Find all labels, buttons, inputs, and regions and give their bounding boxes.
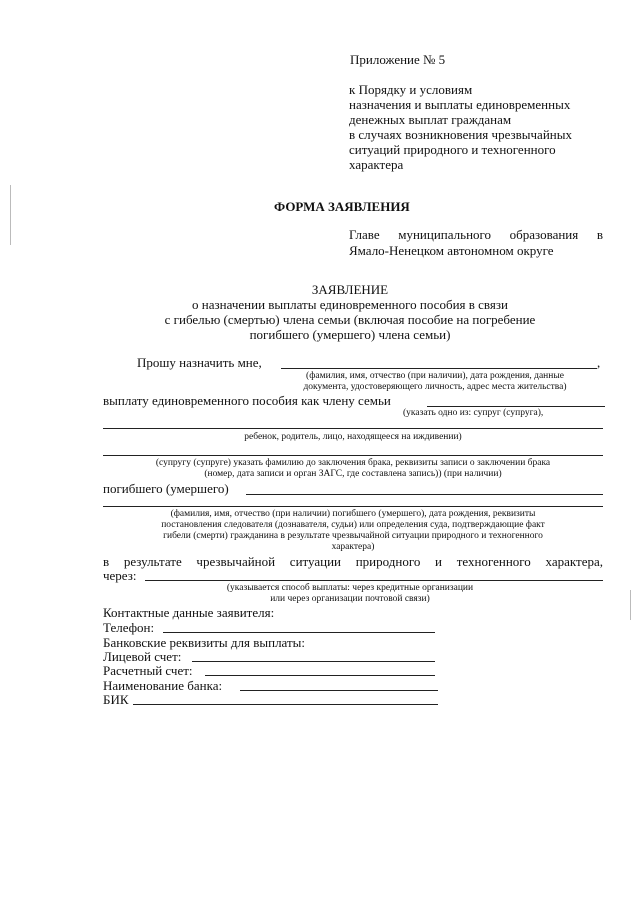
appendix-number: Приложение № 5 [350, 52, 446, 67]
hint-deceased: постановления следователя (дознавателя, судьи) или определения суда, подтверждающие факт [161, 520, 545, 530]
appendix-line: денежных выплат гражданам [349, 112, 512, 127]
bank-details-title: Банковские реквизиты для выплаты: [103, 635, 306, 650]
statement-title: ЗАЯВЛЕНИЕ [311, 282, 389, 297]
addressee-line: Ямало-Ненецком автономном округе [349, 243, 554, 258]
payment-method-field[interactable] [145, 580, 603, 581]
settlement-account-label: Расчетный счет: [103, 663, 193, 678]
via-label: через: [103, 568, 137, 583]
appendix-line: в случаях возникновения чрезвычайных [349, 127, 572, 142]
appendix-line: ситуаций природного и техногенного [349, 142, 556, 157]
hint-relation: (указать одно из: супруг (супруга), [403, 408, 544, 418]
request-comma: , [597, 355, 601, 370]
scan-edge-mark [10, 185, 11, 245]
bik-label: БИК [103, 692, 129, 707]
relation-field-continued[interactable] [103, 428, 603, 429]
hint-deceased: (фамилия, имя, отчество (при наличии) погибшего (умершего), дата рождения, реквизиты [170, 509, 536, 519]
scan-edge-mark [630, 590, 631, 620]
personal-account-label: Лицевой счет: [103, 649, 182, 664]
hint-spouse: (номер, дата записи и орган ЗАГС, где составлена запись)) (при наличии) [204, 469, 502, 479]
settlement-account-field[interactable] [205, 675, 435, 676]
appendix-line: характера [349, 157, 404, 172]
deceased-label: погибшего (умершего) [103, 481, 229, 496]
hint-via: (указывается способ выплаты: через кредитные организации [226, 583, 474, 593]
addressee-line: Главе муниципального образования в [349, 227, 603, 242]
request-label: Прошу назначить мне, [137, 355, 262, 370]
statement-subtitle: погибшего (умершего) члена семьи) [249, 327, 451, 342]
hint-via: или через организации почтовой связи) [270, 594, 430, 604]
hint-applicant: (фамилия, имя, отчество (при наличии), дата рождения, данные [306, 371, 564, 381]
hint-applicant: документа, удостоверяющего личность, адрес места жительства) [303, 382, 567, 392]
appendix-line: назначения и выплаты единовременных [349, 97, 571, 112]
deceased-field[interactable] [246, 494, 603, 495]
bank-name-label: Наименование банка: [103, 678, 223, 693]
statement-subtitle: о назначении выплаты единовременного пособия в связи [192, 297, 508, 312]
form-title: ФОРМА ЗАЯВЛЕНИЯ [274, 199, 410, 214]
bik-field[interactable] [133, 704, 438, 705]
appendix-line: к Порядку и условиям [349, 82, 473, 97]
phone-label: Телефон: [103, 620, 155, 635]
deceased-field-continued[interactable] [103, 506, 603, 507]
hint-spouse: (супругу (супруге) указать фамилию до заключения брака, реквизиты записи о заключении брака [155, 458, 551, 468]
result-line: в результате чрезвычайной ситуации природного и техногенного характера, [103, 554, 603, 569]
spouse-field[interactable] [103, 455, 603, 456]
contacts-title: Контактные данные заявителя: [103, 605, 275, 620]
statement-subtitle: с гибелью (смертью) члена семьи (включая пособие на погребение [164, 312, 536, 327]
bank-name-field[interactable] [240, 690, 438, 691]
hint-deceased: гибели (смерти) гражданина в результате чрезвычайной ситуации природного и техногенного [163, 531, 543, 541]
hint-relation: ребенок, родитель, лицо, находящееся на иждивении) [244, 432, 462, 442]
personal-account-field[interactable] [192, 661, 435, 662]
hint-deceased: характера) [331, 542, 375, 552]
payment-label: выплату единовременного пособия как члену семьи [103, 393, 391, 408]
applicant-field[interactable] [281, 368, 597, 369]
phone-field[interactable] [163, 632, 435, 633]
